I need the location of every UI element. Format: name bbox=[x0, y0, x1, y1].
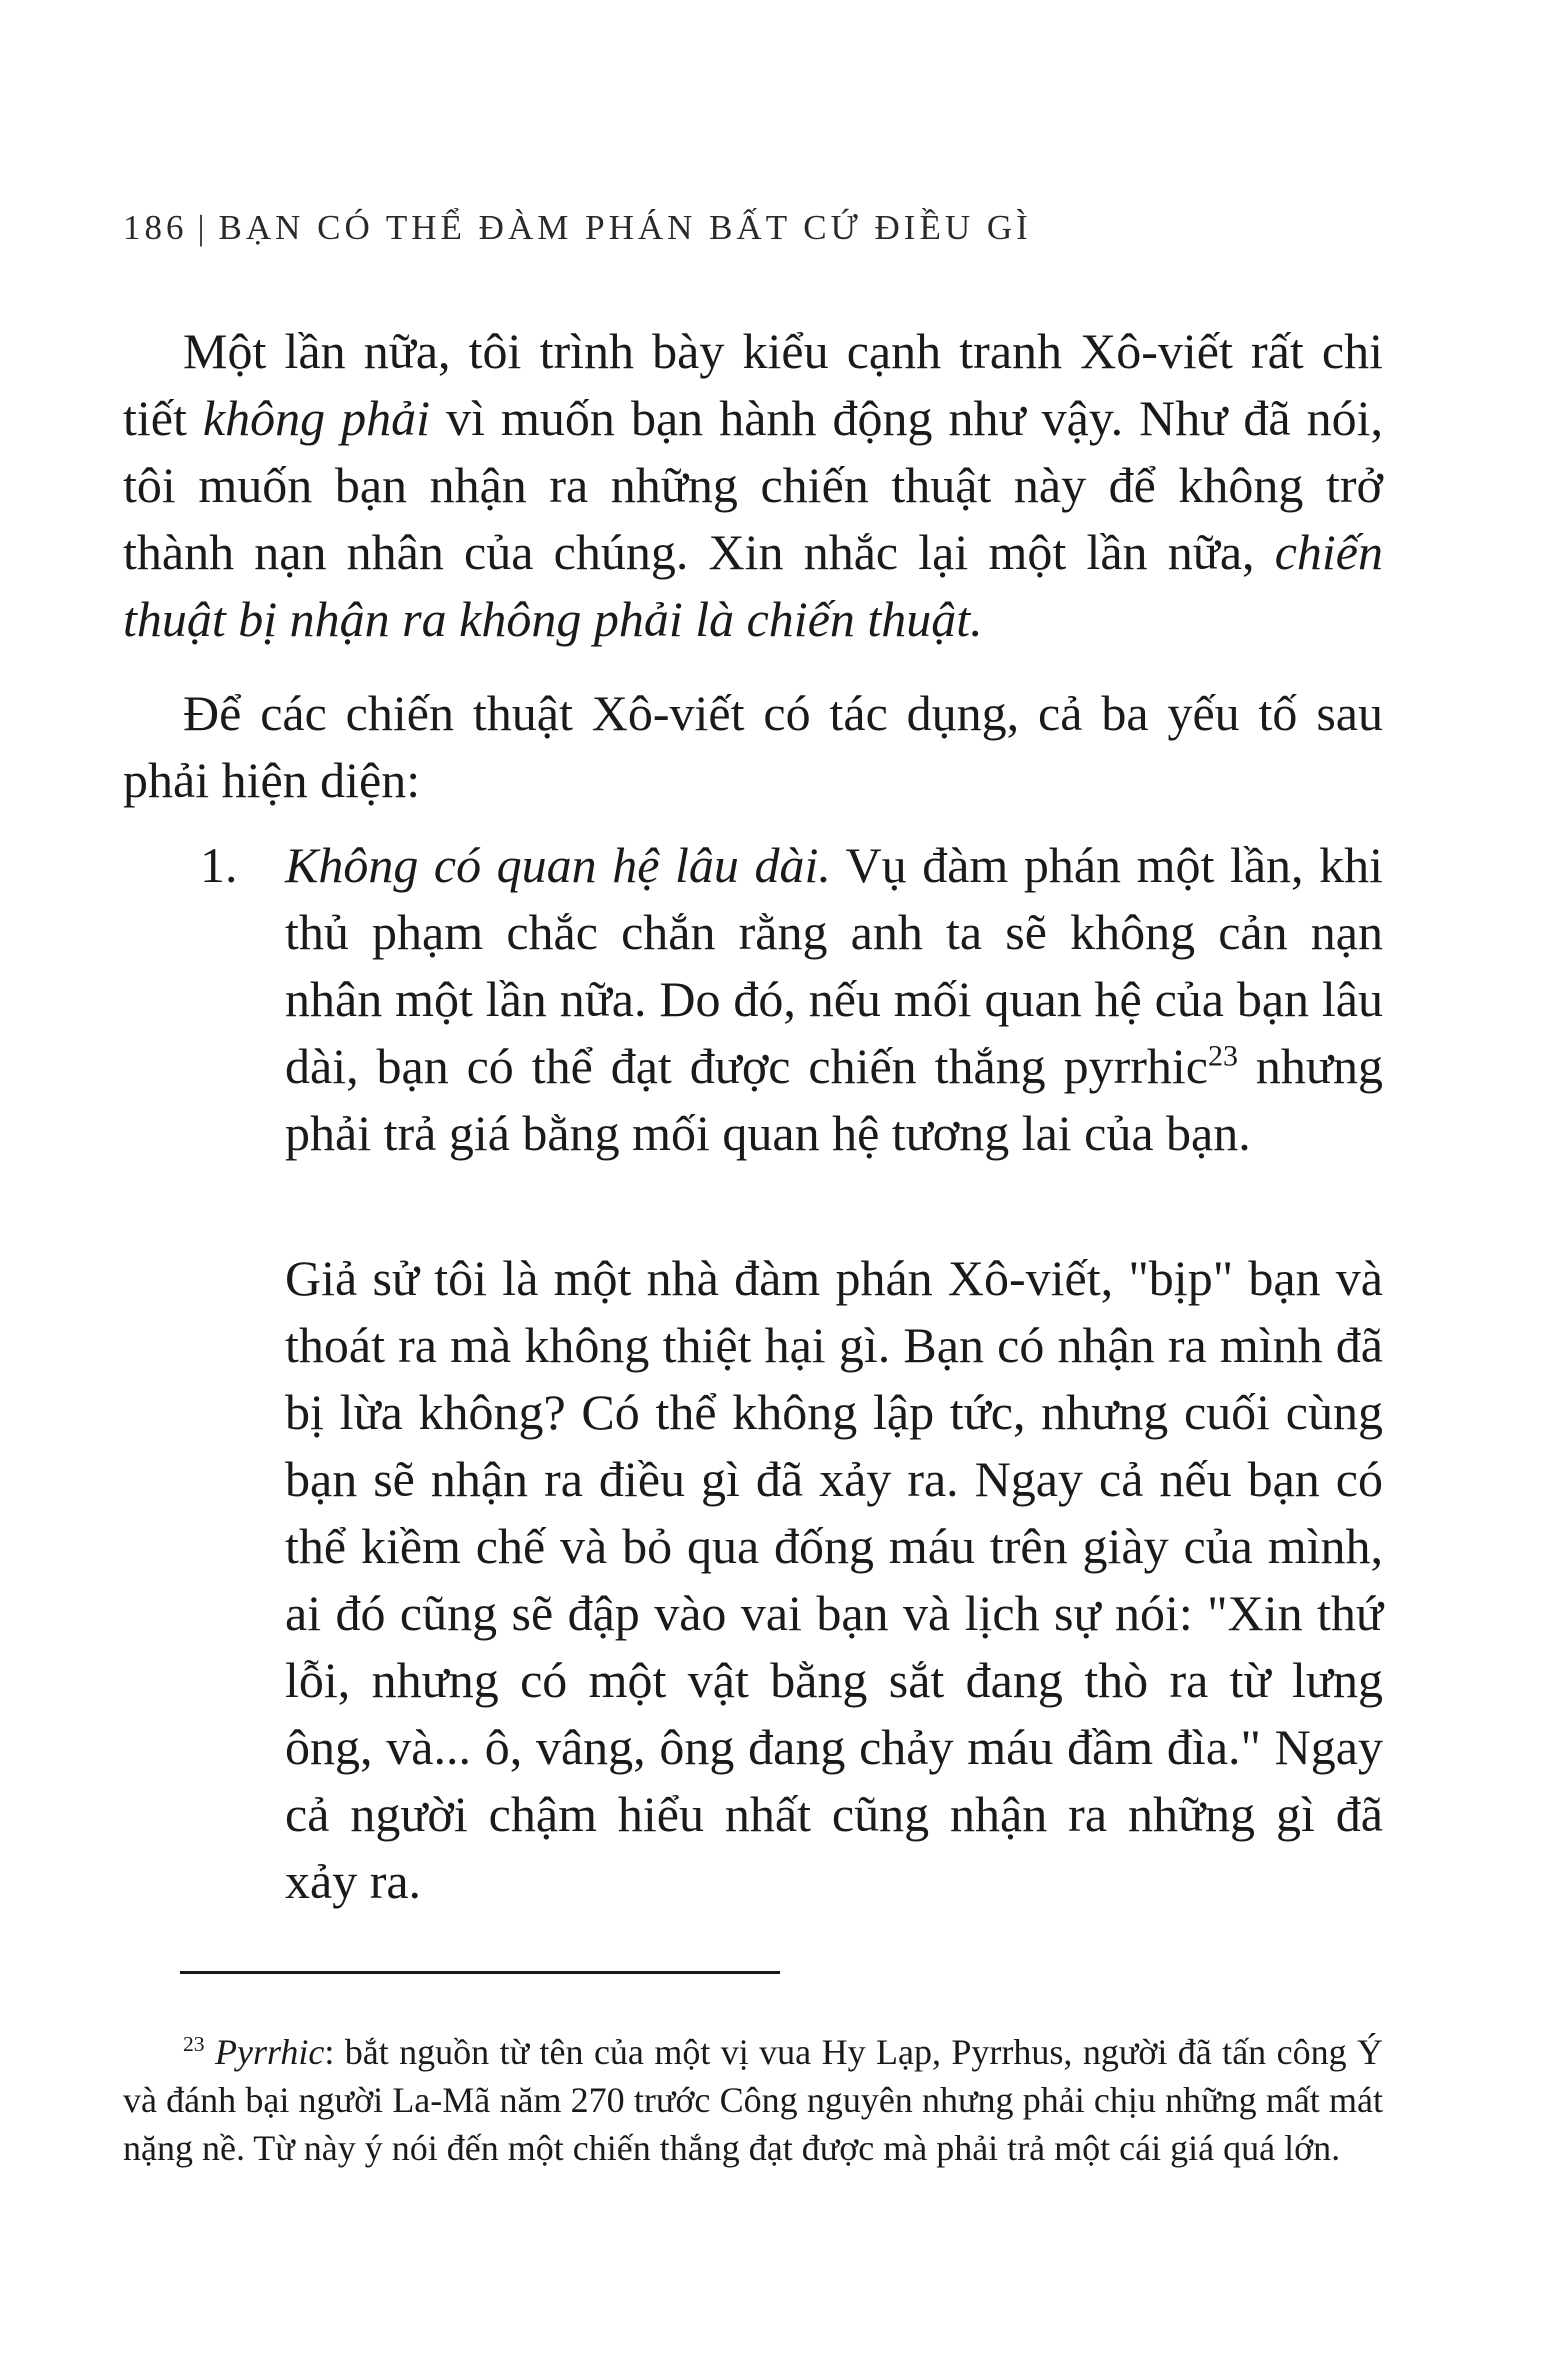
list-item-body bbox=[285, 832, 1383, 1167]
list-item bbox=[200, 832, 1383, 1167]
paragraph-1 bbox=[123, 318, 1383, 653]
list-item-text-a: Vụ đàm phán một lần, khi thủ phạm chắc chắn rằng anh ta sẽ không cản nạn nhân một lần nữa. Do đó, nếu mối quan hệ của bạn lâu dài, bạn có thể đạt được chiến thắng pyrrhic bbox=[285, 837, 1383, 1094]
footnote-number: 23 bbox=[183, 2032, 205, 2056]
footnote-colon: : bbox=[324, 2032, 335, 2072]
footnote-divider bbox=[180, 1971, 780, 1974]
sub-paragraph: Giả sử tôi là một nhà đàm phán Xô-viết, "bịp" bạn và thoát ra mà không thiệt hại gì. Bạn có nhận ra mình đã bị lừa không? Có thể không lập tức, nhưng cuối cùng bạn sẽ nhận ra điều gì đã xảy ra. Ngay cả nếu bạn có thể kiềm chế và bỏ qua đống máu trên giày của mình, ai đó cũng sẽ đập vào vai bạn và lịch sự nói: "Xin thứ lỗi, nhưng có một vật bằng sắt đang thò ra từ lưng ông, và... ô, vâng, ông đang chảy máu đầm đìa." Ngay cả người chậm hiểu nhất cũng nhận ra những gì đã xảy ra. bbox=[285, 1250, 1383, 1909]
paragraph-2: Để các chiến thuật Xô-viết có tác dụng, cả ba yếu tố sau phải hiện diện: bbox=[123, 685, 1383, 808]
running-header bbox=[123, 208, 1032, 248]
paragraph-1-emphasis-a: không phải bbox=[202, 390, 431, 446]
footnote-term: Pyrrhic bbox=[215, 2032, 325, 2072]
list-item-title: Không có quan hệ lâu dài. bbox=[285, 837, 831, 893]
paragraph-1-text-a: Một lần nữa, tôi trình bày kiểu cạnh tranh Xô-viết rất chi tiết bbox=[123, 323, 1383, 446]
paragraph-1-text-b: vì muốn bạn hành động như vậy. Như đã nói, tôi muốn bạn nhận ra những chiến thuật này để không trở thành nạn nhân của chúng. Xin nhắc lại một lần nữa, bbox=[123, 390, 1383, 580]
list-item-number: 1. bbox=[200, 837, 238, 893]
paragraph-1-emphasis-b: chiến thuật bị nhận ra không phải là chiến thuật. bbox=[123, 524, 1383, 647]
list-item-text-b: nhưng phải trả giá bằng mối quan hệ tương lai của bạn. bbox=[285, 1038, 1383, 1161]
footnote bbox=[123, 2028, 1383, 2172]
book-title: BẠN CÓ THỂ ĐÀM PHÁN BẤT CỨ ĐIỀU GÌ bbox=[218, 208, 1032, 247]
numbered-list bbox=[200, 832, 1383, 1167]
footnote-reference[interactable]: 23 bbox=[1207, 1039, 1238, 1073]
footnote-text: bắt nguồn từ tên của một vị vua Hy Lạp, Pyrrhus, người đã tấn công Ý và đánh bại người La-Mã năm 270 trước Công nguyên nhưng phải chịu những mất mát nặng nề. Từ này ý nói đến một chiến thắng đạt được mà phải trả một cái giá quá lớn. bbox=[123, 2032, 1383, 2168]
page-number: 186 bbox=[123, 208, 188, 247]
header-separator: | bbox=[197, 208, 209, 247]
